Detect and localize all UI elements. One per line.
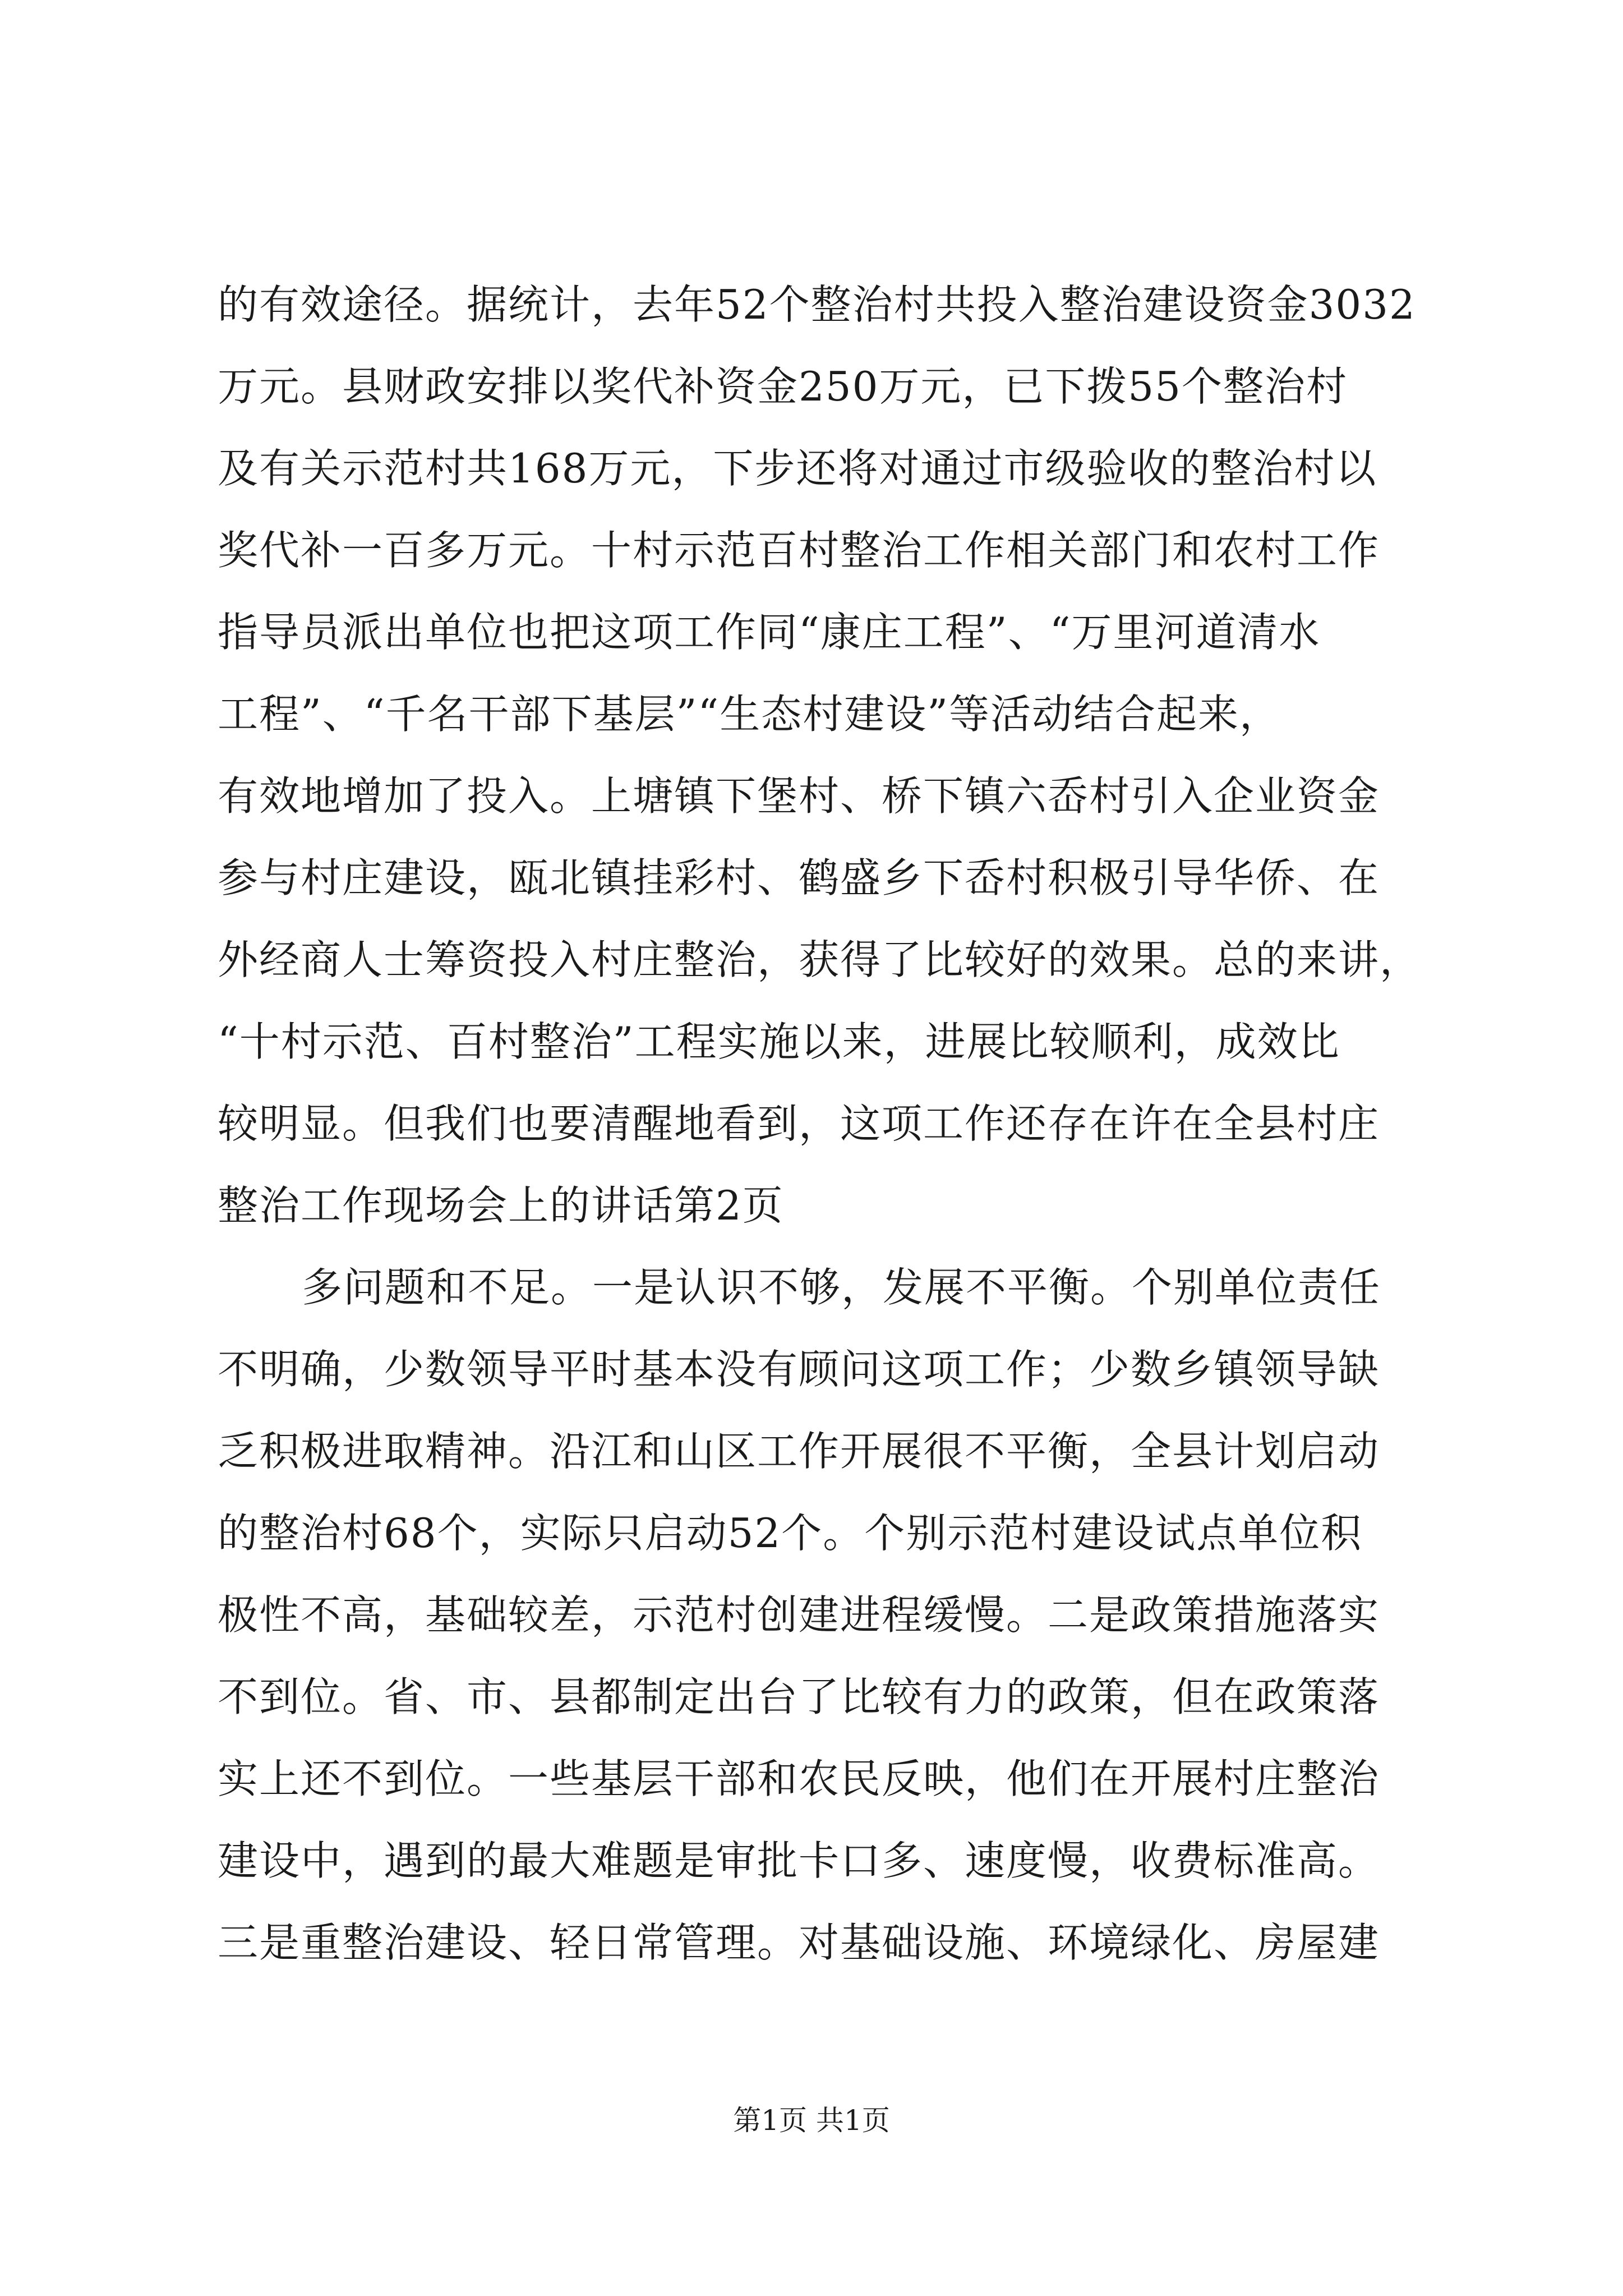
text-line: “十村示范、百村整治”工程实施以来，进展比较顺利，成效比: [218, 1018, 1340, 1065]
text-line: 极性不高，基础较差，示范村创建进程缓慢。二是政策措施落实: [218, 1591, 1380, 1639]
text-line: 不明确，少数领导平时基本没有顾问这项工作；少数乡镇领导缺: [218, 1346, 1380, 1393]
text-line: 有效地增加了投入。上塘镇下堡村、桥下镇六岙村引入企业资金: [218, 772, 1380, 820]
text-line: 指导员派出单位也把这项工作同“康庄工程”、“万里河道清水: [218, 609, 1321, 656]
body-text: [218, 264, 1422, 1984]
text-line: 万元。县财政安排以奖代补资金250万元，已下拨55个整治村: [218, 363, 1348, 410]
text-line: 较明显。但我们也要清醒地看到，这项工作还存在许在全县村庄: [218, 1100, 1380, 1147]
paragraph-first-line: 多问题和不足。一是认识不够，发展不平衡。个别单位责任: [302, 1264, 1381, 1311]
text-line: 及有关示范村共168万元，下步还将对通过市级验收的整治村以: [218, 445, 1377, 492]
text-line: 的整治村68个，实际只启动52个。个别示范村建设试点单位积: [218, 1510, 1363, 1557]
text-line: 乏积极进取精神。沿江和山区工作开展很不平衡，全县计划启动: [218, 1428, 1380, 1475]
text-line: 整治工作现场会上的讲话第2页: [218, 1182, 784, 1229]
text-line: 不到位。省、市、县都制定出台了比较有力的政策，但在政策落: [218, 1673, 1380, 1720]
text-line: 外经商人士筹资投入村庄整治，获得了比较好的效果。总的来讲，: [218, 936, 1422, 983]
text-line: 三是重整治建设、轻日常管理。对基础设施、环境绿化、房屋建: [218, 1919, 1380, 1966]
text-line: 的有效途径。据统计，去年52个整治村共投入整治建设资金3032: [218, 281, 1416, 328]
text-line: 工程”、“千名干部下基层”“生态村建设”等活动结合起来，: [218, 691, 1281, 738]
page-footer: 第1页 共1页: [733, 2104, 890, 2137]
text-line: 建设中，遇到的最大难题是审批卡口多、速度慢，收费标准高。: [218, 1837, 1380, 1884]
text-line: 奖代补一百多万元。十村示范百村整治工作相关部门和农村工作: [218, 527, 1380, 574]
text-line: 参与村庄建设，瓯北镇挂彩村、鹤盛乡下岙村积极引导华侨、在: [218, 854, 1380, 901]
text-line: 实上还不到位。一些基层干部和农民反映，他们在开展村庄整治: [218, 1755, 1380, 1802]
